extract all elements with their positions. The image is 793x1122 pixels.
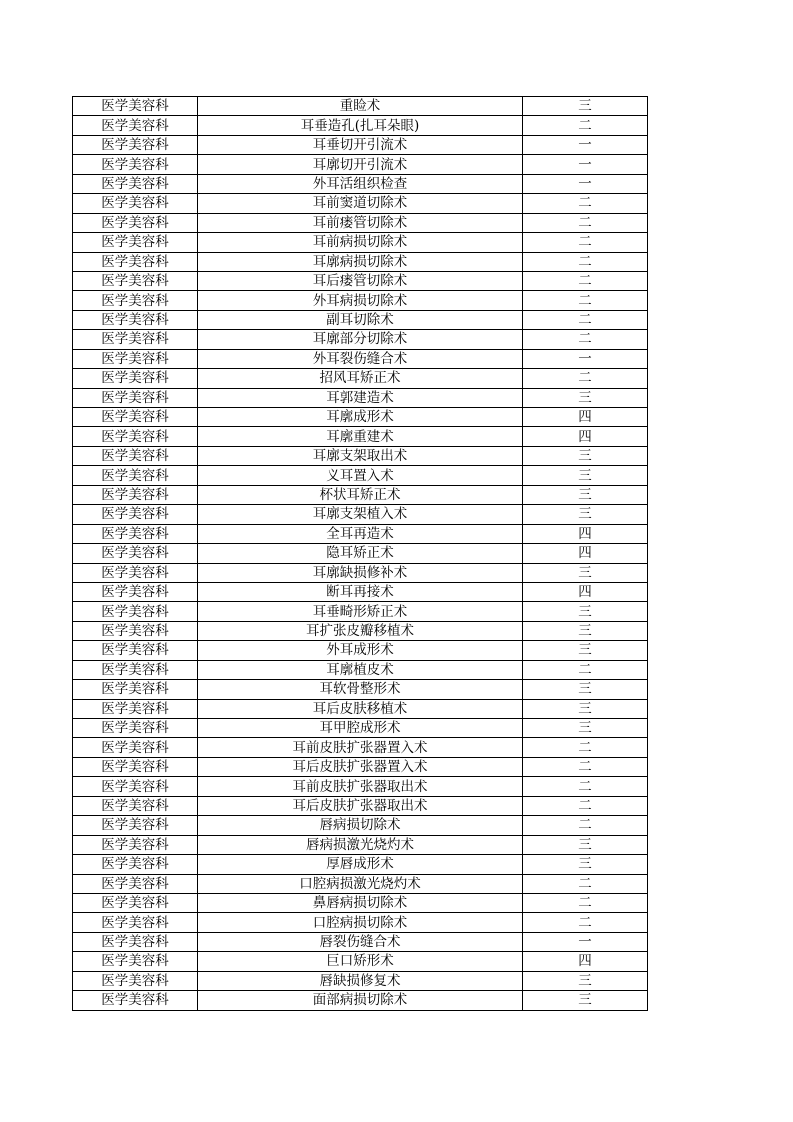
department-cell: 医学美容科 <box>73 699 198 718</box>
department-cell: 医学美容科 <box>73 213 198 232</box>
table-row <box>73 582 648 601</box>
table-row <box>73 641 648 660</box>
level-cell: 三 <box>523 466 648 485</box>
table-row <box>73 913 648 932</box>
level-cell: 三 <box>523 641 648 660</box>
procedure-cell: 义耳置入术 <box>198 466 523 485</box>
level-cell: 三 <box>523 621 648 640</box>
procedure-cell: 外耳裂伤缝合术 <box>198 349 523 368</box>
level-cell: 三 <box>523 835 648 854</box>
procedure-cell: 耳前窦道切除术 <box>198 194 523 213</box>
table-row <box>73 680 648 699</box>
department-cell: 医学美容科 <box>73 757 198 776</box>
department-cell: 医学美容科 <box>73 971 198 990</box>
department-cell: 医学美容科 <box>73 777 198 796</box>
level-cell: 三 <box>523 505 648 524</box>
department-cell: 医学美容科 <box>73 252 198 271</box>
department-cell: 医学美容科 <box>73 582 198 601</box>
level-cell: 四 <box>523 408 648 427</box>
table-row <box>73 97 648 116</box>
table-row <box>73 213 648 232</box>
level-cell: 三 <box>523 602 648 621</box>
level-cell: 二 <box>523 116 648 135</box>
department-cell: 医学美容科 <box>73 446 198 465</box>
procedure-cell: 外耳成形术 <box>198 641 523 660</box>
level-cell: 三 <box>523 563 648 582</box>
table-row <box>73 174 648 193</box>
table-row <box>73 621 648 640</box>
table-row <box>73 369 648 388</box>
procedure-cell: 耳廓切开引流术 <box>198 155 523 174</box>
procedure-cell: 口腔病损切除术 <box>198 913 523 932</box>
level-cell: 四 <box>523 524 648 543</box>
procedure-cell: 鼻唇病损切除术 <box>198 893 523 912</box>
procedure-table <box>72 96 648 1011</box>
level-cell: 三 <box>523 485 648 504</box>
procedure-cell: 耳后瘘管切除术 <box>198 271 523 290</box>
department-cell: 医学美容科 <box>73 135 198 154</box>
level-cell: 一 <box>523 174 648 193</box>
level-cell: 二 <box>523 816 648 835</box>
procedure-cell: 外耳活组织检查 <box>198 174 523 193</box>
table-row <box>73 796 648 815</box>
department-cell: 医学美容科 <box>73 991 198 1010</box>
table-body <box>73 97 648 1011</box>
table-row <box>73 699 648 718</box>
level-cell: 二 <box>523 330 648 349</box>
table-row <box>73 816 648 835</box>
department-cell: 医学美容科 <box>73 719 198 738</box>
level-cell: 二 <box>523 291 648 310</box>
level-cell: 三 <box>523 446 648 465</box>
table-row <box>73 194 648 213</box>
level-cell: 三 <box>523 991 648 1010</box>
procedure-cell: 耳垂切开引流术 <box>198 135 523 154</box>
procedure-cell: 隐耳矫正术 <box>198 544 523 563</box>
department-cell: 医学美容科 <box>73 466 198 485</box>
procedure-cell: 耳廓支架取出术 <box>198 446 523 465</box>
level-cell: 二 <box>523 757 648 776</box>
department-cell: 医学美容科 <box>73 174 198 193</box>
department-cell: 医学美容科 <box>73 310 198 329</box>
level-cell: 二 <box>523 796 648 815</box>
table-row <box>73 233 648 252</box>
procedure-cell: 耳廓支架植入术 <box>198 505 523 524</box>
department-cell: 医学美容科 <box>73 408 198 427</box>
level-cell: 三 <box>523 719 648 738</box>
level-cell: 三 <box>523 680 648 699</box>
procedure-cell: 面部病损切除术 <box>198 991 523 1010</box>
table-row <box>73 893 648 912</box>
department-cell: 医学美容科 <box>73 893 198 912</box>
department-cell: 医学美容科 <box>73 952 198 971</box>
table-row <box>73 135 648 154</box>
level-cell: 四 <box>523 952 648 971</box>
department-cell: 医学美容科 <box>73 271 198 290</box>
procedure-cell: 耳廓部分切除术 <box>198 330 523 349</box>
table-row <box>73 310 648 329</box>
table-row <box>73 563 648 582</box>
level-cell: 二 <box>523 913 648 932</box>
table-row <box>73 602 648 621</box>
level-cell: 三 <box>523 699 648 718</box>
department-cell: 医学美容科 <box>73 602 198 621</box>
procedure-cell: 唇裂伤缝合术 <box>198 932 523 951</box>
department-cell: 医学美容科 <box>73 97 198 116</box>
procedure-cell: 耳前病损切除术 <box>198 233 523 252</box>
department-cell: 医学美容科 <box>73 194 198 213</box>
level-cell: 二 <box>523 369 648 388</box>
table-row <box>73 388 648 407</box>
level-cell: 三 <box>523 388 648 407</box>
table-row <box>73 524 648 543</box>
table-row <box>73 349 648 368</box>
procedure-cell: 耳后皮肤移植术 <box>198 699 523 718</box>
procedure-cell: 巨口矫形术 <box>198 952 523 971</box>
department-cell: 医学美容科 <box>73 485 198 504</box>
department-cell: 医学美容科 <box>73 621 198 640</box>
procedure-cell: 耳前瘘管切除术 <box>198 213 523 232</box>
level-cell: 二 <box>523 271 648 290</box>
procedure-cell: 外耳病损切除术 <box>198 291 523 310</box>
procedure-cell: 断耳再接术 <box>198 582 523 601</box>
procedure-cell: 重睑术 <box>198 97 523 116</box>
table-row <box>73 777 648 796</box>
department-cell: 医学美容科 <box>73 116 198 135</box>
procedure-cell: 耳郭建造术 <box>198 388 523 407</box>
table-row <box>73 757 648 776</box>
department-cell: 医学美容科 <box>73 835 198 854</box>
table-row <box>73 446 648 465</box>
level-cell: 一 <box>523 135 648 154</box>
table-row <box>73 427 648 446</box>
department-cell: 医学美容科 <box>73 913 198 932</box>
procedure-cell: 杯状耳矫正术 <box>198 485 523 504</box>
table-row <box>73 155 648 174</box>
table-row <box>73 738 648 757</box>
table-row <box>73 485 648 504</box>
level-cell: 四 <box>523 544 648 563</box>
procedure-cell: 唇病损切除术 <box>198 816 523 835</box>
procedure-cell: 耳垂造孔(扎耳朵眼) <box>198 116 523 135</box>
department-cell: 医学美容科 <box>73 155 198 174</box>
department-cell: 医学美容科 <box>73 660 198 679</box>
level-cell: 三 <box>523 855 648 874</box>
table-row <box>73 252 648 271</box>
procedure-cell: 口腔病损激光烧灼术 <box>198 874 523 893</box>
procedure-cell: 耳软骨整形术 <box>198 680 523 699</box>
table-row <box>73 291 648 310</box>
level-cell: 四 <box>523 582 648 601</box>
table-row <box>73 408 648 427</box>
procedure-cell: 耳前皮肤扩张器置入术 <box>198 738 523 757</box>
procedure-cell: 唇病损激光烧灼术 <box>198 835 523 854</box>
table-row <box>73 932 648 951</box>
procedure-cell: 全耳再造术 <box>198 524 523 543</box>
procedure-cell: 唇缺损修复术 <box>198 971 523 990</box>
department-cell: 医学美容科 <box>73 369 198 388</box>
level-cell: 二 <box>523 874 648 893</box>
department-cell: 医学美容科 <box>73 330 198 349</box>
department-cell: 医学美容科 <box>73 738 198 757</box>
procedure-cell: 耳廓成形术 <box>198 408 523 427</box>
department-cell: 医学美容科 <box>73 524 198 543</box>
table-row <box>73 874 648 893</box>
table-row <box>73 466 648 485</box>
level-cell: 二 <box>523 777 648 796</box>
table-row <box>73 835 648 854</box>
level-cell: 三 <box>523 971 648 990</box>
department-cell: 医学美容科 <box>73 796 198 815</box>
procedure-cell: 耳后皮肤扩张器取出术 <box>198 796 523 815</box>
level-cell: 三 <box>523 97 648 116</box>
level-cell: 一 <box>523 932 648 951</box>
level-cell: 二 <box>523 194 648 213</box>
department-cell: 医学美容科 <box>73 680 198 699</box>
table-row <box>73 991 648 1010</box>
table-row <box>73 660 648 679</box>
level-cell: 一 <box>523 349 648 368</box>
department-cell: 医学美容科 <box>73 816 198 835</box>
table-row <box>73 505 648 524</box>
procedure-cell: 耳廓植皮术 <box>198 660 523 679</box>
procedure-cell: 耳后皮肤扩张器置入术 <box>198 757 523 776</box>
department-cell: 医学美容科 <box>73 291 198 310</box>
level-cell: 二 <box>523 310 648 329</box>
department-cell: 医学美容科 <box>73 388 198 407</box>
department-cell: 医学美容科 <box>73 544 198 563</box>
department-cell: 医学美容科 <box>73 505 198 524</box>
department-cell: 医学美容科 <box>73 427 198 446</box>
table-row <box>73 544 648 563</box>
procedure-cell: 耳扩张皮瓣移植术 <box>198 621 523 640</box>
procedure-cell: 副耳切除术 <box>198 310 523 329</box>
table-row <box>73 330 648 349</box>
level-cell: 四 <box>523 427 648 446</box>
level-cell: 二 <box>523 893 648 912</box>
level-cell: 二 <box>523 660 648 679</box>
table-row <box>73 855 648 874</box>
department-cell: 医学美容科 <box>73 563 198 582</box>
level-cell: 一 <box>523 155 648 174</box>
table-row <box>73 116 648 135</box>
level-cell: 二 <box>523 213 648 232</box>
table-row <box>73 719 648 738</box>
procedure-cell: 耳廓病损切除术 <box>198 252 523 271</box>
level-cell: 二 <box>523 252 648 271</box>
table-row <box>73 271 648 290</box>
department-cell: 医学美容科 <box>73 855 198 874</box>
procedure-cell: 耳前皮肤扩张器取出术 <box>198 777 523 796</box>
department-cell: 医学美容科 <box>73 932 198 951</box>
level-cell: 二 <box>523 233 648 252</box>
procedure-cell: 耳垂畸形矫正术 <box>198 602 523 621</box>
procedure-cell: 厚唇成形术 <box>198 855 523 874</box>
department-cell: 医学美容科 <box>73 641 198 660</box>
table-row <box>73 952 648 971</box>
procedure-cell: 耳廓缺损修补术 <box>198 563 523 582</box>
level-cell: 二 <box>523 738 648 757</box>
procedure-cell: 招风耳矫正术 <box>198 369 523 388</box>
department-cell: 医学美容科 <box>73 233 198 252</box>
table-row <box>73 971 648 990</box>
procedure-cell: 耳廓重建术 <box>198 427 523 446</box>
department-cell: 医学美容科 <box>73 874 198 893</box>
procedure-cell: 耳甲腔成形术 <box>198 719 523 738</box>
department-cell: 医学美容科 <box>73 349 198 368</box>
